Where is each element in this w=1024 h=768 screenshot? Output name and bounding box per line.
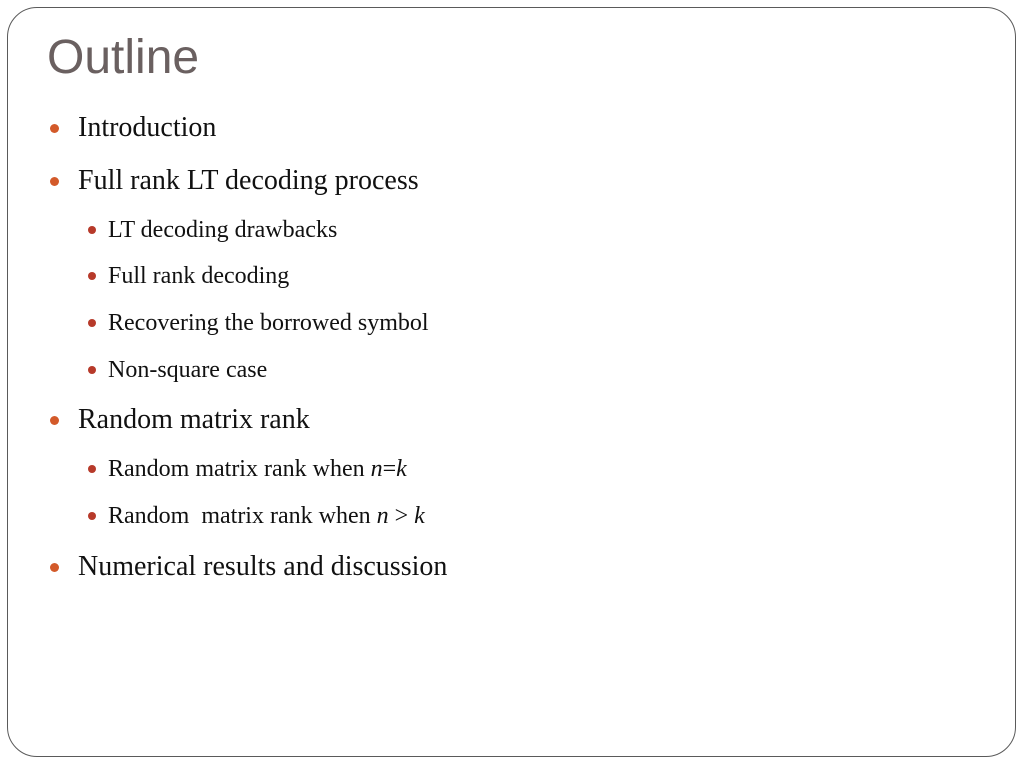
outline-subitem-recovering-borrowed-symbol: Recovering the borrowed symbol <box>108 310 429 336</box>
subitem-text: Random matrix rank when <box>108 456 371 482</box>
sub-bullet-icon <box>88 226 96 234</box>
bullet-icon <box>50 124 59 133</box>
outline-item-random-matrix-rank: Random matrix rank <box>78 404 310 435</box>
sub-bullet-icon <box>88 465 96 473</box>
bullet-icon <box>50 563 59 572</box>
math-operator-greater: > <box>394 503 409 529</box>
bullet-icon <box>50 177 59 186</box>
math-variable-k: k <box>396 456 407 482</box>
sub-bullet-icon <box>88 319 96 327</box>
outline-subitem-lt-decoding-drawbacks: LT decoding drawbacks <box>108 217 338 243</box>
math-variable-n: n <box>376 503 389 529</box>
outline-item-introduction: Introduction <box>78 112 217 143</box>
sub-bullet-icon <box>88 272 96 280</box>
bullet-icon <box>50 416 59 425</box>
outline-subitem-rank-n-greater-k <box>108 501 425 531</box>
outline-item-full-rank-lt-decoding: Full rank LT decoding process <box>78 165 419 196</box>
math-operator-equals: = <box>382 456 397 482</box>
outline-item-numerical-results: Numerical results and discussion <box>78 551 448 582</box>
sub-bullet-icon <box>88 512 96 520</box>
outline-subitem-full-rank-decoding: Full rank decoding <box>108 263 290 289</box>
sub-bullet-icon <box>88 366 96 374</box>
subitem-text: Random matrix rank when <box>108 503 377 529</box>
outline-subitem-non-square-case: Non-square case <box>108 357 268 383</box>
slide-title: Outline <box>47 31 200 84</box>
outline-subitem-rank-n-equals-k <box>108 454 407 484</box>
math-variable-n: n <box>370 456 383 482</box>
math-variable-k: k <box>414 503 425 529</box>
